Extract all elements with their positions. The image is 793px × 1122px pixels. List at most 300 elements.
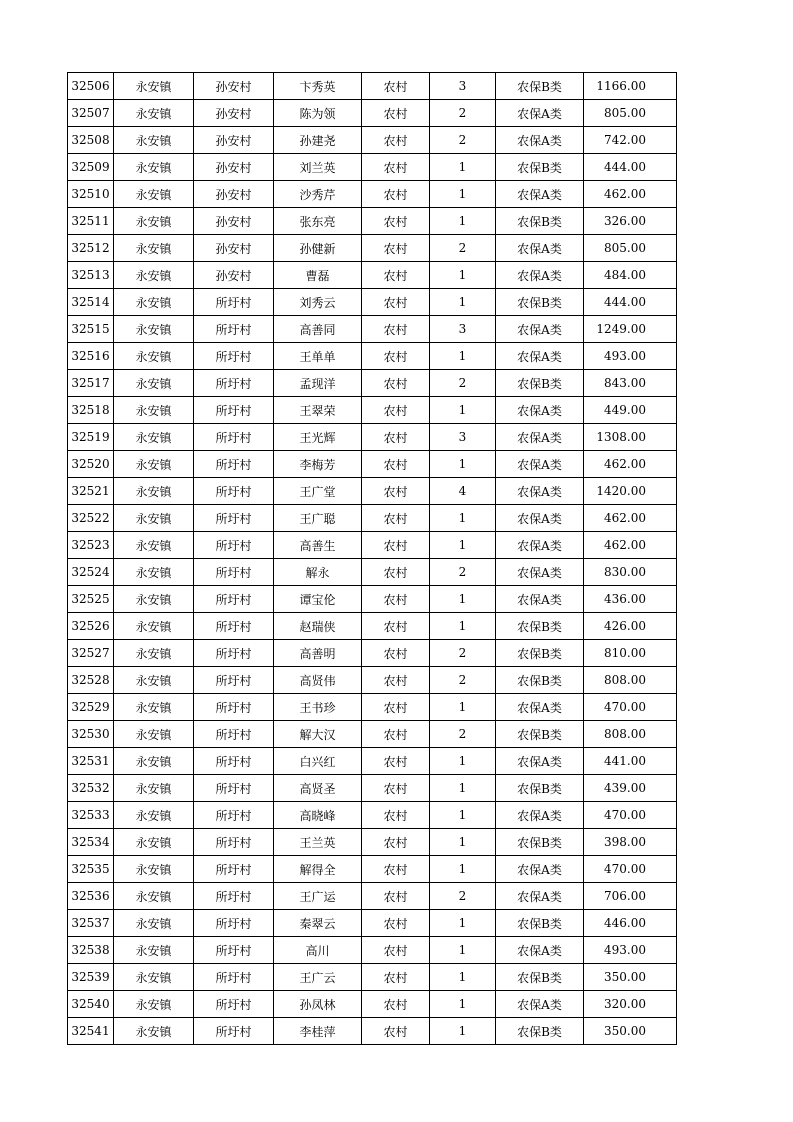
category-cell: 农保B类 [496,775,584,802]
row-id: 32507 [68,100,114,127]
amount-cell: 830.00 [584,559,677,586]
household-count-cell: 3 [430,424,496,451]
name-cell: 高贤伟 [274,667,362,694]
category-cell: 农保B类 [496,640,584,667]
name-cell: 高善明 [274,640,362,667]
area-type-cell: 农村 [362,424,430,451]
area-type-cell: 农村 [362,991,430,1018]
table-row [68,640,677,667]
area-type-cell: 农村 [362,181,430,208]
name-cell: 赵瑞侠 [274,613,362,640]
category-cell: 农保B类 [496,73,584,100]
name-cell: 王光辉 [274,424,362,451]
row-id: 32516 [68,343,114,370]
town-cell: 永安镇 [114,316,194,343]
town-cell: 永安镇 [114,910,194,937]
row-id: 32513 [68,262,114,289]
category-cell: 农保A类 [496,451,584,478]
town-cell: 永安镇 [114,991,194,1018]
household-count-cell: 3 [430,316,496,343]
category-cell: 农保A类 [496,424,584,451]
table-row [68,208,677,235]
row-id: 32518 [68,397,114,424]
amount-cell: 446.00 [584,910,677,937]
category-cell: 农保B类 [496,964,584,991]
row-id: 32509 [68,154,114,181]
table-row [68,451,677,478]
area-type-cell: 农村 [362,127,430,154]
row-id: 32512 [68,235,114,262]
category-cell: 农保B类 [496,208,584,235]
row-id: 32528 [68,667,114,694]
table-row [68,559,677,586]
name-cell: 沙秀芹 [274,181,362,208]
table-row [68,829,677,856]
amount-cell: 493.00 [584,343,677,370]
table-body [68,73,677,1045]
town-cell: 永安镇 [114,127,194,154]
name-cell: 张东亮 [274,208,362,235]
town-cell: 永安镇 [114,640,194,667]
name-cell: 解大汉 [274,721,362,748]
village-cell: 孙安村 [194,154,274,181]
village-cell: 所圩村 [194,991,274,1018]
table-row [68,883,677,910]
table-row [68,505,677,532]
table-row [68,613,677,640]
data-table [67,72,677,1045]
row-id: 32515 [68,316,114,343]
area-type-cell: 农村 [362,640,430,667]
name-cell: 王兰英 [274,829,362,856]
amount-cell: 398.00 [584,829,677,856]
village-cell: 所圩村 [194,964,274,991]
table-row [68,343,677,370]
name-cell: 李梅芳 [274,451,362,478]
row-id: 32539 [68,964,114,991]
row-id: 32530 [68,721,114,748]
household-count-cell: 1 [430,343,496,370]
household-count-cell: 1 [430,181,496,208]
area-type-cell: 农村 [362,937,430,964]
row-id: 32521 [68,478,114,505]
town-cell: 永安镇 [114,154,194,181]
category-cell: 农保A类 [496,127,584,154]
category-cell: 农保A类 [496,262,584,289]
town-cell: 永安镇 [114,667,194,694]
village-cell: 所圩村 [194,775,274,802]
town-cell: 永安镇 [114,1018,194,1045]
name-cell: 王书珍 [274,694,362,721]
household-count-cell: 1 [430,802,496,829]
amount-cell: 1166.00 [584,73,677,100]
area-type-cell: 农村 [362,235,430,262]
amount-cell: 808.00 [584,721,677,748]
amount-cell: 350.00 [584,964,677,991]
table-row [68,73,677,100]
village-cell: 所圩村 [194,289,274,316]
name-cell: 高善生 [274,532,362,559]
area-type-cell: 农村 [362,370,430,397]
name-cell: 解得全 [274,856,362,883]
town-cell: 永安镇 [114,235,194,262]
name-cell: 孙凤林 [274,991,362,1018]
amount-cell: 742.00 [584,127,677,154]
village-cell: 所圩村 [194,748,274,775]
row-id: 32526 [68,613,114,640]
amount-cell: 470.00 [584,802,677,829]
table-row [68,802,677,829]
village-cell: 所圩村 [194,532,274,559]
village-cell: 孙安村 [194,262,274,289]
household-count-cell: 1 [430,829,496,856]
village-cell: 所圩村 [194,559,274,586]
village-cell: 所圩村 [194,667,274,694]
area-type-cell: 农村 [362,910,430,937]
row-id: 32522 [68,505,114,532]
town-cell: 永安镇 [114,100,194,127]
row-id: 32517 [68,370,114,397]
table-row [68,289,677,316]
row-id: 32533 [68,802,114,829]
area-type-cell: 农村 [362,451,430,478]
household-count-cell: 1 [430,532,496,559]
area-type-cell: 农村 [362,73,430,100]
area-type-cell: 农村 [362,100,430,127]
category-cell: 农保A类 [496,316,584,343]
name-cell: 曹磊 [274,262,362,289]
area-type-cell: 农村 [362,775,430,802]
name-cell: 白兴红 [274,748,362,775]
name-cell: 高贤圣 [274,775,362,802]
household-count-cell: 2 [430,667,496,694]
household-count-cell: 2 [430,640,496,667]
category-cell: 农保A类 [496,235,584,262]
household-count-cell: 1 [430,964,496,991]
village-cell: 所圩村 [194,613,274,640]
town-cell: 永安镇 [114,262,194,289]
village-cell: 孙安村 [194,127,274,154]
amount-cell: 462.00 [584,451,677,478]
amount-cell: 808.00 [584,667,677,694]
village-cell: 所圩村 [194,586,274,613]
village-cell: 所圩村 [194,640,274,667]
village-cell: 所圩村 [194,802,274,829]
household-count-cell: 1 [430,910,496,937]
household-count-cell: 1 [430,856,496,883]
amount-cell: 1420.00 [584,478,677,505]
town-cell: 永安镇 [114,802,194,829]
row-id: 32524 [68,559,114,586]
area-type-cell: 农村 [362,856,430,883]
name-cell: 卞秀英 [274,73,362,100]
village-cell: 所圩村 [194,505,274,532]
town-cell: 永安镇 [114,505,194,532]
name-cell: 李桂萍 [274,1018,362,1045]
village-cell: 所圩村 [194,721,274,748]
name-cell: 高川 [274,937,362,964]
town-cell: 永安镇 [114,424,194,451]
table-row [68,964,677,991]
household-count-cell: 4 [430,478,496,505]
category-cell: 农保A类 [496,883,584,910]
amount-cell: 436.00 [584,586,677,613]
name-cell: 王单单 [274,343,362,370]
name-cell: 陈为领 [274,100,362,127]
amount-cell: 484.00 [584,262,677,289]
amount-cell: 426.00 [584,613,677,640]
table-row [68,316,677,343]
category-cell: 农保A类 [496,559,584,586]
village-cell: 所圩村 [194,856,274,883]
row-id: 32508 [68,127,114,154]
row-id: 32511 [68,208,114,235]
area-type-cell: 农村 [362,883,430,910]
table-row [68,910,677,937]
village-cell: 孙安村 [194,100,274,127]
village-cell: 所圩村 [194,343,274,370]
amount-cell: 810.00 [584,640,677,667]
category-cell: 农保A类 [496,856,584,883]
town-cell: 永安镇 [114,856,194,883]
town-cell: 永安镇 [114,73,194,100]
town-cell: 永安镇 [114,451,194,478]
row-id: 32510 [68,181,114,208]
amount-cell: 493.00 [584,937,677,964]
category-cell: 农保B类 [496,613,584,640]
area-type-cell: 农村 [362,964,430,991]
table-row [68,991,677,1018]
town-cell: 永安镇 [114,937,194,964]
category-cell: 农保B类 [496,1018,584,1045]
town-cell: 永安镇 [114,586,194,613]
household-count-cell: 2 [430,370,496,397]
table-row [68,181,677,208]
category-cell: 农保A类 [496,397,584,424]
area-type-cell: 农村 [362,154,430,181]
name-cell: 刘兰英 [274,154,362,181]
table-row [68,100,677,127]
village-cell: 所圩村 [194,451,274,478]
area-type-cell: 农村 [362,559,430,586]
town-cell: 永安镇 [114,964,194,991]
row-id: 32525 [68,586,114,613]
area-type-cell: 农村 [362,532,430,559]
table-row [68,478,677,505]
name-cell: 谭宝伦 [274,586,362,613]
table-row [68,235,677,262]
category-cell: 农保A类 [496,100,584,127]
category-cell: 农保A类 [496,748,584,775]
amount-cell: 462.00 [584,505,677,532]
name-cell: 解永 [274,559,362,586]
category-cell: 农保A类 [496,937,584,964]
table-row [68,1018,677,1045]
category-cell: 农保A类 [496,532,584,559]
village-cell: 所圩村 [194,937,274,964]
area-type-cell: 农村 [362,505,430,532]
row-id: 32523 [68,532,114,559]
category-cell: 农保A类 [496,991,584,1018]
name-cell: 秦翠云 [274,910,362,937]
row-id: 32535 [68,856,114,883]
amount-cell: 470.00 [584,694,677,721]
household-count-cell: 2 [430,883,496,910]
name-cell: 刘秀云 [274,289,362,316]
table-row [68,856,677,883]
household-count-cell: 1 [430,937,496,964]
amount-cell: 1308.00 [584,424,677,451]
amount-cell: 439.00 [584,775,677,802]
name-cell: 王广聪 [274,505,362,532]
amount-cell: 843.00 [584,370,677,397]
area-type-cell: 农村 [362,721,430,748]
household-count-cell: 1 [430,694,496,721]
area-type-cell: 农村 [362,586,430,613]
row-id: 32527 [68,640,114,667]
amount-cell: 462.00 [584,181,677,208]
category-cell: 农保A类 [496,343,584,370]
village-cell: 所圩村 [194,694,274,721]
name-cell: 高晓峰 [274,802,362,829]
village-cell: 所圩村 [194,316,274,343]
amount-cell: 1249.00 [584,316,677,343]
village-cell: 孙安村 [194,208,274,235]
area-type-cell: 农村 [362,613,430,640]
area-type-cell: 农村 [362,316,430,343]
area-type-cell: 农村 [362,343,430,370]
area-type-cell: 农村 [362,289,430,316]
row-id: 32529 [68,694,114,721]
row-id: 32540 [68,991,114,1018]
name-cell: 孙健新 [274,235,362,262]
category-cell: 农保B类 [496,289,584,316]
village-cell: 所圩村 [194,883,274,910]
household-count-cell: 1 [430,451,496,478]
category-cell: 农保A类 [496,478,584,505]
village-cell: 所圩村 [194,424,274,451]
village-cell: 所圩村 [194,478,274,505]
village-cell: 孙安村 [194,235,274,262]
category-cell: 农保A类 [496,802,584,829]
category-cell: 农保A类 [496,181,584,208]
town-cell: 永安镇 [114,694,194,721]
amount-cell: 805.00 [584,235,677,262]
town-cell: 永安镇 [114,829,194,856]
name-cell: 王广云 [274,964,362,991]
household-count-cell: 1 [430,208,496,235]
area-type-cell: 农村 [362,1018,430,1045]
amount-cell: 444.00 [584,154,677,181]
category-cell: 农保B类 [496,829,584,856]
town-cell: 永安镇 [114,532,194,559]
amount-cell: 706.00 [584,883,677,910]
category-cell: 农保B类 [496,154,584,181]
area-type-cell: 农村 [362,694,430,721]
town-cell: 永安镇 [114,289,194,316]
household-count-cell: 1 [430,775,496,802]
name-cell: 高善同 [274,316,362,343]
table-row [68,154,677,181]
household-count-cell: 1 [430,262,496,289]
row-id: 32506 [68,73,114,100]
area-type-cell: 农村 [362,802,430,829]
row-id: 32538 [68,937,114,964]
table-row [68,748,677,775]
household-count-cell: 2 [430,559,496,586]
area-type-cell: 农村 [362,667,430,694]
table-row [68,775,677,802]
table-row [68,370,677,397]
table-row [68,937,677,964]
table-row [68,586,677,613]
amount-cell: 441.00 [584,748,677,775]
row-id: 32531 [68,748,114,775]
town-cell: 永安镇 [114,181,194,208]
household-count-cell: 1 [430,289,496,316]
village-cell: 所圩村 [194,829,274,856]
amount-cell: 326.00 [584,208,677,235]
name-cell: 王广运 [274,883,362,910]
table-row [68,127,677,154]
amount-cell: 350.00 [584,1018,677,1045]
household-count-cell: 2 [430,100,496,127]
row-id: 32534 [68,829,114,856]
town-cell: 永安镇 [114,370,194,397]
household-count-cell: 1 [430,397,496,424]
town-cell: 永安镇 [114,397,194,424]
amount-cell: 462.00 [584,532,677,559]
category-cell: 农保B类 [496,910,584,937]
name-cell: 王广堂 [274,478,362,505]
village-cell: 所圩村 [194,910,274,937]
household-count-cell: 2 [430,235,496,262]
table-row [68,694,677,721]
amount-cell: 320.00 [584,991,677,1018]
area-type-cell: 农村 [362,829,430,856]
household-count-cell: 1 [430,505,496,532]
table-row [68,721,677,748]
row-id: 32536 [68,883,114,910]
category-cell: 农保B类 [496,667,584,694]
town-cell: 永安镇 [114,613,194,640]
category-cell: 农保B类 [496,721,584,748]
table-row [68,397,677,424]
town-cell: 永安镇 [114,343,194,370]
village-cell: 孙安村 [194,73,274,100]
household-count-cell: 2 [430,721,496,748]
category-cell: 农保A类 [496,586,584,613]
household-count-cell: 3 [430,73,496,100]
household-count-cell: 1 [430,748,496,775]
household-count-cell: 1 [430,154,496,181]
area-type-cell: 农村 [362,478,430,505]
village-cell: 孙安村 [194,181,274,208]
household-count-cell: 1 [430,613,496,640]
category-cell: 农保B类 [496,370,584,397]
table-row [68,667,677,694]
row-id: 32514 [68,289,114,316]
amount-cell: 444.00 [584,289,677,316]
town-cell: 永安镇 [114,208,194,235]
amount-cell: 470.00 [584,856,677,883]
area-type-cell: 农村 [362,397,430,424]
table-row [68,424,677,451]
amount-cell: 449.00 [584,397,677,424]
category-cell: 农保A类 [496,505,584,532]
row-id: 32519 [68,424,114,451]
town-cell: 永安镇 [114,559,194,586]
